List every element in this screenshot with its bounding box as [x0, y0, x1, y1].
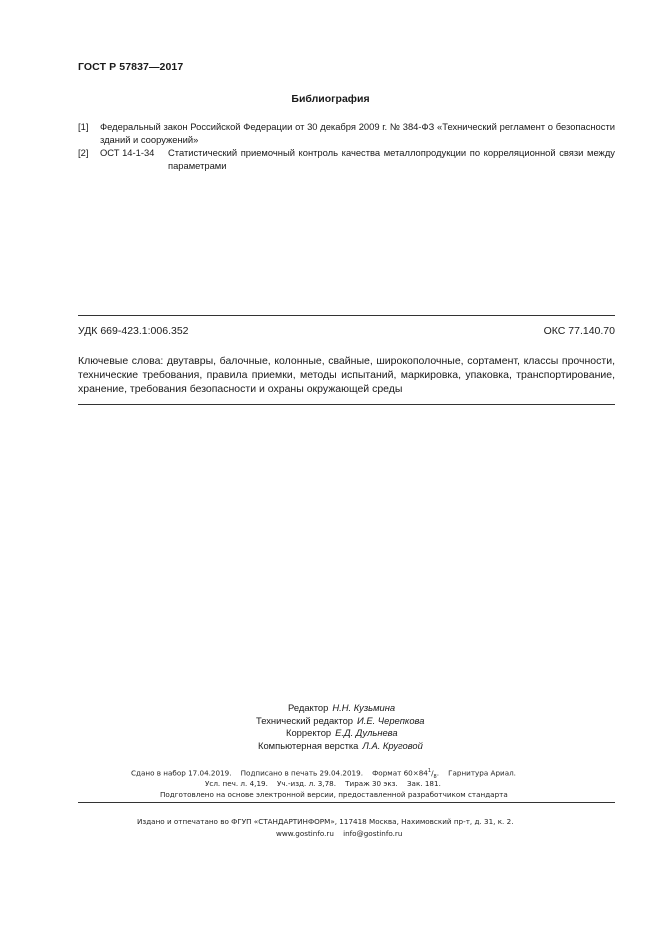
credit-layout — [258, 740, 423, 752]
print-info-text: Подписано в печать 29.04.2019. — [240, 768, 363, 778]
credit-proofreader — [286, 727, 398, 739]
print-info-text: Усл. печ. л. 4,19. — [205, 779, 268, 788]
credit-tech-editor — [256, 715, 424, 727]
entry-number: [2] — [78, 147, 89, 158]
print-info-text: Тираж 30 экз. — [345, 779, 398, 788]
print-info-line-1: Сдано в набор 17.04.2019. Подписано в печать 29.04.2019. Формат $60\times 84^1/_8$. Гарнитура Ариал. — [131, 768, 516, 780]
divider — [78, 315, 615, 316]
entry-number: [1] — [78, 121, 89, 132]
format-sub: 8 — [433, 773, 437, 780]
divider — [78, 802, 615, 803]
print-info-text: Гарнитура Ариал. — [448, 768, 516, 778]
entry-code: ОСТ 14-1-34 — [100, 147, 155, 158]
credit-role: Компьютерная верстка — [258, 739, 359, 751]
credit-name: Л.А. Круговой — [362, 739, 423, 751]
entry-text: Статистический приемочный контроль качества металлопродукции по корреляционной связи между параметрами — [168, 147, 615, 171]
udk-code: УДК 669-423.1:006.352 — [78, 325, 189, 337]
website-link[interactable]: www.gostinfo.ru — [276, 829, 334, 838]
email-link[interactable]: info@gostinfo.ru — [343, 829, 403, 838]
credit-name: Е.Д. Дульнева — [335, 727, 398, 738]
credit-editor — [288, 702, 395, 714]
credit-role: Редактор — [288, 702, 329, 713]
credit-role: Корректор — [286, 727, 332, 738]
credit-name: И.Е. Черепкова — [357, 714, 425, 726]
bibliography-entry — [78, 146, 615, 172]
oks-code: ОКС 77.140.70 — [543, 325, 615, 337]
print-info-line-3: Подготовлено на основе электронной версии, предоставленной разработчиком стандарта — [160, 790, 508, 799]
credit-name: Н.Н. Кузьмина — [332, 702, 396, 713]
publisher-contacts — [276, 829, 402, 838]
print-info-line-2 — [205, 779, 441, 788]
entry-text: Федеральный закон Российской Федерации от 30 декабря 2009 г. № 384-ФЗ «Технический регламент о безопасности зданий и сооружений» — [100, 121, 615, 145]
divider — [78, 404, 615, 405]
publisher-info: Издано и отпечатано во ФГУП «СТАНДАРТИНФОРМ», 117418 Москва, Нахимовский пр-т, д. 31, к. 2. — [137, 817, 514, 826]
standard-number: ГОСТ Р 57837—2017 — [78, 61, 184, 73]
credit-role: Технический редактор — [256, 714, 354, 726]
print-info-text: Сдано в набор 17.04.2019. — [131, 768, 232, 778]
print-info-text: Зак. 181. — [406, 779, 441, 788]
print-info-text: Формат 60×84 — [372, 768, 428, 778]
bibliography-entry — [78, 120, 615, 146]
format-sup: 1 — [427, 768, 432, 774]
bibliography-title: Библиография — [291, 93, 370, 105]
keywords: Ключевые слова: двутавры, балочные, колонные, свайные, широкополочные, сортамент, классы прочности, технические требования, правила приемки, методы испытаний, маркировка, упаковка, транспортирование, хранение, требования безопасности и охраны окружающей среды — [78, 355, 615, 395]
print-info-text: Уч.-изд. л. 3,78. — [277, 779, 337, 788]
